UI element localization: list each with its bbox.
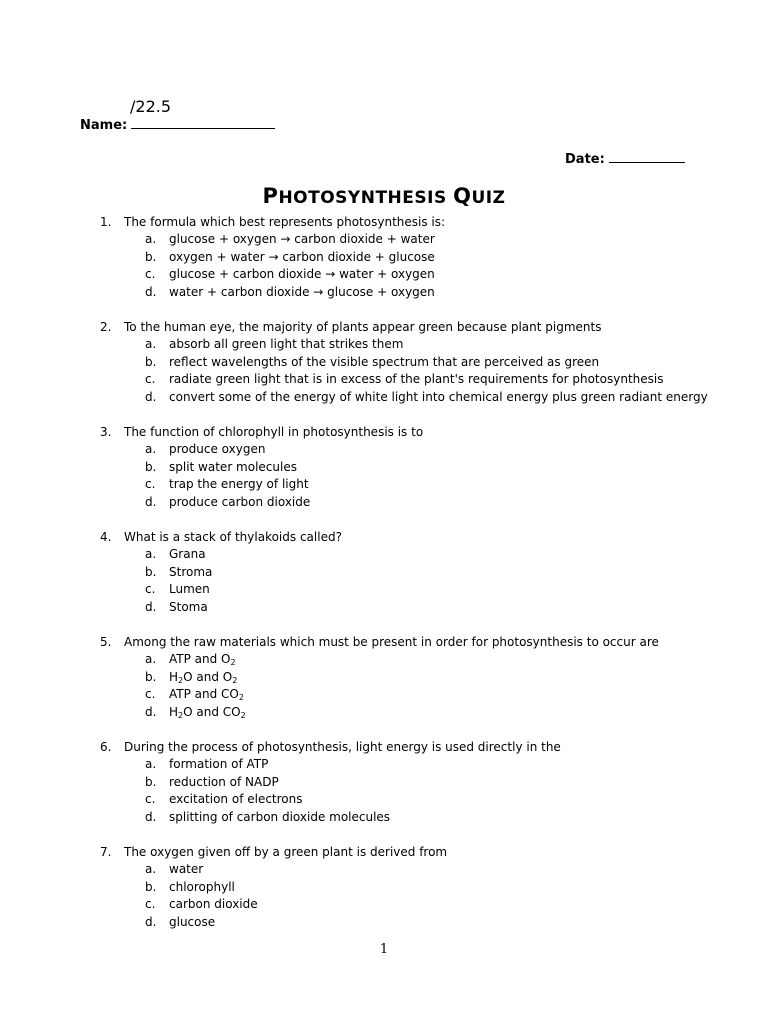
question-number: 4. (100, 530, 112, 544)
answer-option[interactable] (145, 371, 720, 389)
answer-option[interactable] (145, 791, 720, 809)
option-letter: d. (145, 494, 157, 509)
option-text: split water molecules (169, 459, 297, 474)
option-letter: d. (145, 284, 157, 299)
option-text: Stroma (169, 564, 213, 579)
option-text-part: H (169, 669, 179, 684)
answer-option[interactable] (145, 599, 720, 617)
name-field (80, 116, 275, 133)
answer-option[interactable] (145, 914, 720, 932)
page-number: 1 (379, 942, 389, 957)
option-text: reflect wavelengths of the visible spectrum that are perceived as green (169, 354, 600, 369)
option-letter: d. (145, 704, 157, 719)
question (100, 213, 720, 301)
question-text: Among the raw materials which must be present in order for photosynthesis to occur are (124, 635, 659, 649)
answer-option[interactable] (145, 284, 720, 302)
question-number: 5. (100, 635, 112, 649)
answer-option[interactable] (145, 231, 720, 249)
option-text-part: 2 (178, 675, 184, 685)
question-stem (100, 528, 720, 546)
answer-option[interactable] (145, 476, 720, 494)
option-text: Lumen (169, 582, 210, 596)
title-cap-p: P (262, 184, 279, 208)
option-letter: a. (145, 547, 157, 561)
option-text (169, 651, 236, 669)
option-text: glucose + oxygen → carbon dioxide + water (169, 232, 435, 246)
option-letter: c. (145, 687, 156, 701)
question-stem (100, 318, 720, 336)
answer-option[interactable] (145, 354, 720, 372)
option-text-part: 2 (232, 675, 238, 685)
option-text: formation of ATP (169, 757, 269, 771)
option-text (169, 669, 237, 687)
answer-option[interactable] (145, 336, 720, 354)
date-blank[interactable] (609, 150, 685, 163)
option-letter: c. (145, 267, 156, 281)
option-text (169, 704, 246, 722)
answer-option[interactable] (145, 249, 720, 267)
option-letter: d. (145, 914, 157, 929)
option-text: produce oxygen (169, 442, 266, 456)
option-letter: c. (145, 477, 156, 491)
answer-option[interactable] (145, 879, 720, 897)
answer-option[interactable] (145, 896, 720, 914)
question (100, 633, 720, 721)
option-list (145, 441, 720, 511)
question-number: 6. (100, 740, 112, 754)
option-text-part: 2 (240, 710, 246, 720)
answer-option[interactable] (145, 669, 720, 687)
question (100, 528, 720, 616)
option-text: glucose + carbon dioxide → water + oxygen (169, 267, 435, 281)
title-cap-q: Q (453, 184, 472, 208)
option-text: convert some of the energy of white light into chemical energy plus green radiant energy (169, 389, 708, 404)
option-text: Grana (169, 547, 206, 561)
answer-option[interactable] (145, 756, 720, 774)
option-letter: c. (145, 372, 156, 386)
score-total: /22.5 (130, 97, 172, 116)
option-letter: a. (145, 442, 157, 456)
question-number: 2. (100, 320, 112, 334)
option-letter: a. (145, 337, 157, 351)
option-letter: c. (145, 792, 156, 806)
option-letter: b. (145, 354, 157, 369)
question (100, 423, 720, 511)
option-text: produce carbon dioxide (169, 494, 311, 509)
answer-option[interactable] (145, 564, 720, 582)
option-letter: a. (145, 862, 157, 876)
option-letter: b. (145, 564, 157, 579)
option-letter: a. (145, 757, 157, 771)
title-rest-p: HOTOSYNTHESIS (278, 188, 447, 208)
option-letter: d. (145, 809, 157, 824)
question-text: The formula which best represents photosynthesis is: (124, 215, 446, 229)
question-stem (100, 843, 720, 861)
answer-option[interactable] (145, 651, 720, 669)
option-letter: c. (145, 897, 156, 911)
option-list (145, 231, 720, 301)
option-text: glucose (169, 914, 216, 929)
question-number: 3. (100, 425, 112, 439)
answer-option[interactable] (145, 546, 720, 564)
answer-option[interactable] (145, 861, 720, 879)
option-text-part: 2 (238, 693, 244, 702)
option-letter: b. (145, 459, 157, 474)
option-text-part: O and O (183, 669, 233, 684)
option-list (145, 756, 720, 826)
option-text-part: 2 (178, 710, 184, 720)
option-text: carbon dioxide (169, 897, 258, 911)
question-text: During the process of photosynthesis, light energy is used directly in the (124, 740, 561, 754)
answer-option[interactable] (145, 389, 720, 407)
name-label: Name: (80, 118, 128, 133)
answer-option[interactable] (145, 441, 720, 459)
option-list (145, 861, 720, 931)
option-text-part: H (169, 704, 179, 719)
option-text-part: ATP and CO (169, 687, 239, 701)
answer-option[interactable] (145, 774, 720, 792)
option-list (145, 336, 720, 406)
option-text-part: O and CO (183, 704, 241, 719)
option-text: water (169, 862, 204, 876)
option-letter: b. (145, 249, 157, 264)
option-letter: d. (145, 599, 157, 614)
option-letter: a. (145, 652, 157, 666)
question-text: The oxygen given off by a green plant is derived from (124, 845, 448, 859)
title-rest-q: UIZ (471, 188, 506, 208)
date-label: Date: (565, 152, 605, 167)
question (100, 318, 720, 406)
option-list (145, 651, 720, 721)
option-text: reduction of NADP (169, 774, 279, 789)
option-text: radiate green light that is in excess of the plant's requirements for photosynthesis (169, 372, 664, 386)
option-letter: b. (145, 774, 157, 789)
question-stem (100, 738, 720, 756)
answer-option[interactable] (145, 686, 720, 704)
answer-option[interactable] (145, 704, 720, 722)
option-letter: b. (145, 879, 157, 894)
option-letter: d. (145, 389, 157, 404)
question-stem (100, 423, 720, 441)
option-text: trap the energy of light (169, 477, 309, 491)
option-letter: a. (145, 232, 157, 246)
question-stem (100, 633, 720, 651)
quiz-title (0, 184, 768, 208)
answer-option[interactable] (145, 266, 720, 284)
question (100, 738, 720, 826)
question-number: 1. (100, 215, 112, 229)
option-letter: b. (145, 669, 157, 684)
option-text: chlorophyll (169, 879, 235, 894)
option-text-part: 2 (230, 658, 236, 667)
question-text: To the human eye, the majority of plants appear green because plant pigments (124, 320, 602, 334)
answer-option[interactable] (145, 459, 720, 477)
question-text: The function of chlorophyll in photosynthesis is to (124, 425, 424, 439)
option-letter: c. (145, 582, 156, 596)
question-list (100, 213, 720, 948)
question-number: 7. (100, 845, 112, 859)
option-text-part: ATP and O (169, 652, 231, 666)
answer-option[interactable] (145, 494, 720, 512)
option-text: Stoma (169, 599, 208, 614)
option-list (145, 546, 720, 616)
name-blank[interactable] (131, 116, 275, 129)
answer-option[interactable] (145, 581, 720, 599)
option-text: excitation of electrons (169, 792, 303, 806)
option-text: absorb all green light that strikes them (169, 337, 404, 351)
option-text: water + carbon dioxide → glucose + oxygen (169, 284, 435, 299)
date-field (565, 150, 685, 167)
answer-option[interactable] (145, 809, 720, 827)
option-text: oxygen + water → carbon dioxide + glucose (169, 249, 435, 264)
question-text: What is a stack of thylakoids called? (124, 530, 342, 544)
question-stem (100, 213, 720, 231)
option-text: splitting of carbon dioxide molecules (169, 809, 391, 824)
question (100, 843, 720, 931)
option-text (169, 686, 244, 704)
